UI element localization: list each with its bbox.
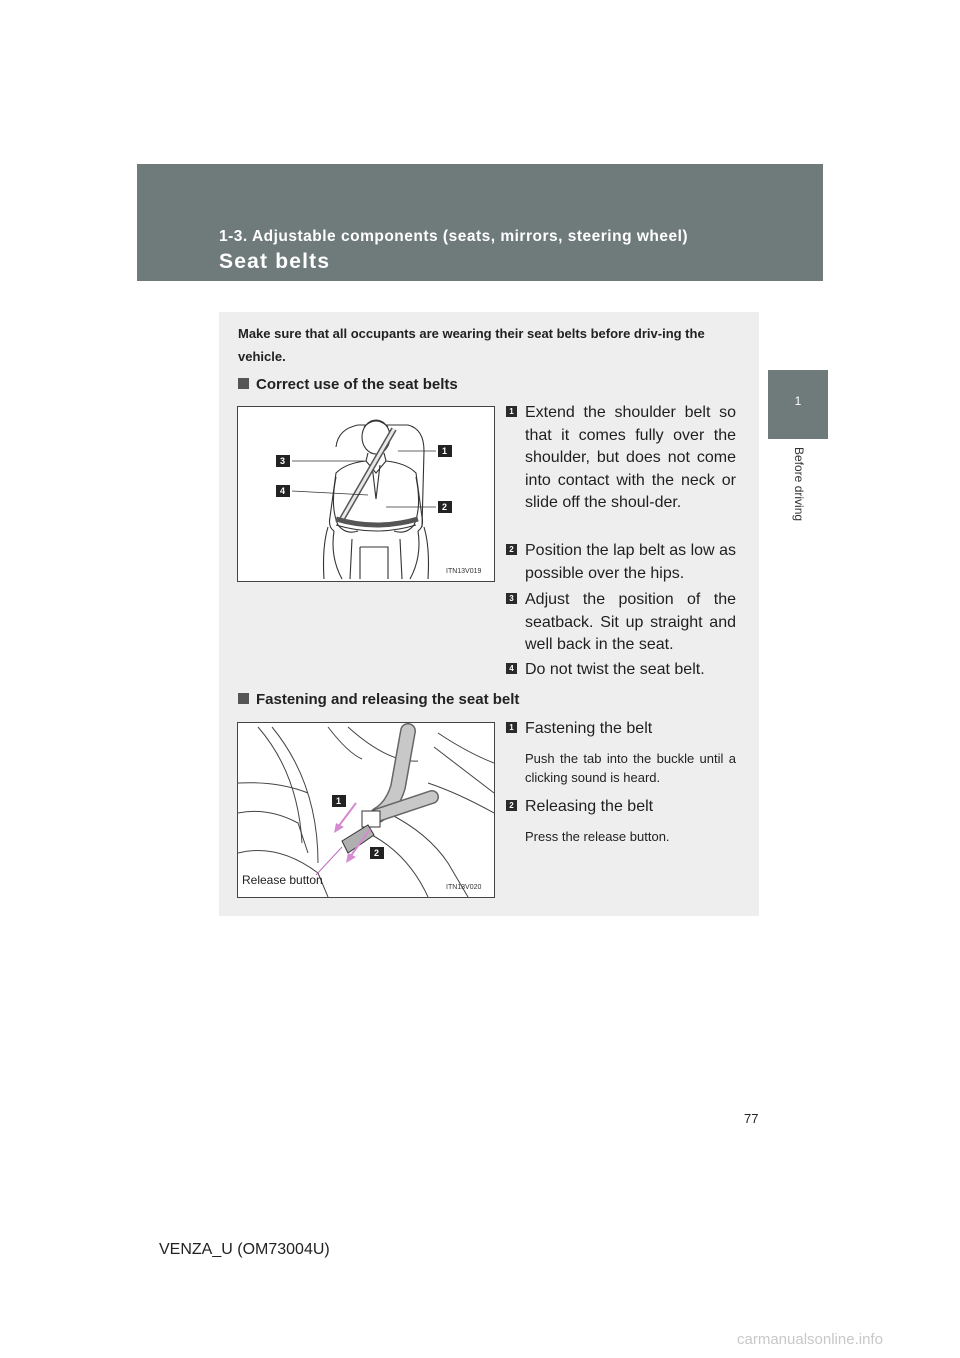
step-number-icon: 1: [506, 722, 517, 733]
heading-correct-use: [238, 376, 458, 393]
seated-occupant-illustration: [237, 406, 495, 582]
chapter-tab[interactable]: [768, 370, 828, 439]
svg-text:3: 3: [280, 456, 286, 466]
occupant-drawing: [238, 407, 494, 581]
list-item-3: [506, 589, 736, 657]
svg-text:4: 4: [280, 486, 286, 496]
heading-fastening-label: Fastening and releasing the seat belt: [256, 691, 520, 708]
list-item-text: Do not twist the seat belt.: [525, 661, 705, 678]
buckle-illustration: [237, 722, 495, 898]
fasten-item-2: [506, 796, 736, 846]
fasten-item-1: [506, 718, 736, 788]
figure-code-2: ITN13V020: [446, 884, 482, 891]
buckle-drawing: [238, 723, 494, 897]
release-button-label: Release button: [242, 873, 323, 887]
list-item-4: [506, 659, 736, 682]
list-item-text: Extend the shoulder belt so that it comes fully over the shoulder, but does not come into contact with the neck or slide off the shoul-der.: [525, 404, 736, 512]
step-number-icon: 2: [506, 544, 517, 555]
watermark[interactable]: carmanualsonline.info: [737, 1331, 883, 1348]
svg-text:2: 2: [442, 502, 448, 512]
step-number-icon: 4: [506, 663, 517, 674]
figure-code-1: ITN13V019: [446, 568, 482, 575]
step-number-icon: 2: [506, 800, 517, 811]
document-id: VENZA_U (OM73004U): [159, 1241, 330, 1258]
list-item-2: [506, 540, 736, 585]
section-title: 1-3. Adjustable components (seats, mirrors, steering wheel): [219, 228, 689, 245]
fasten-item-title: Releasing the belt: [525, 798, 654, 815]
list-item-text: Position the lap belt as low as possible over the hips.: [525, 542, 736, 582]
chapter-number: 1: [794, 394, 802, 408]
svg-text:1: 1: [442, 446, 448, 456]
content-panel: [219, 312, 759, 916]
heading-fastening: [238, 691, 519, 708]
list-item-text: Adjust the position of the seatback. Sit up straight and well back in the seat.: [525, 591, 736, 654]
step-number-icon: 1: [506, 406, 517, 417]
list-item-1: [506, 402, 736, 515]
svg-text:2: 2: [374, 848, 380, 858]
step-number-icon: 3: [506, 593, 517, 604]
heading-correct-use-label: Correct use of the seat belts: [256, 376, 458, 393]
fasten-item-detail: Push the tab into the buckle until a clicking sound is heard.: [525, 750, 736, 786]
svg-text:1: 1: [336, 796, 342, 806]
page-title: Seat belts: [219, 250, 331, 273]
heading-square-icon: [238, 693, 249, 704]
chapter-header: [137, 164, 823, 281]
fasten-item-title: Fastening the belt: [525, 720, 653, 737]
page-number: 77: [744, 1111, 759, 1126]
chapter-label: Before driving: [792, 447, 806, 522]
intro-text: Make sure that all occupants are wearing their seat belts before driv-ing the vehicle.: [238, 326, 705, 364]
fasten-item-detail: Press the release button.: [525, 828, 670, 844]
heading-square-icon: [238, 378, 249, 389]
